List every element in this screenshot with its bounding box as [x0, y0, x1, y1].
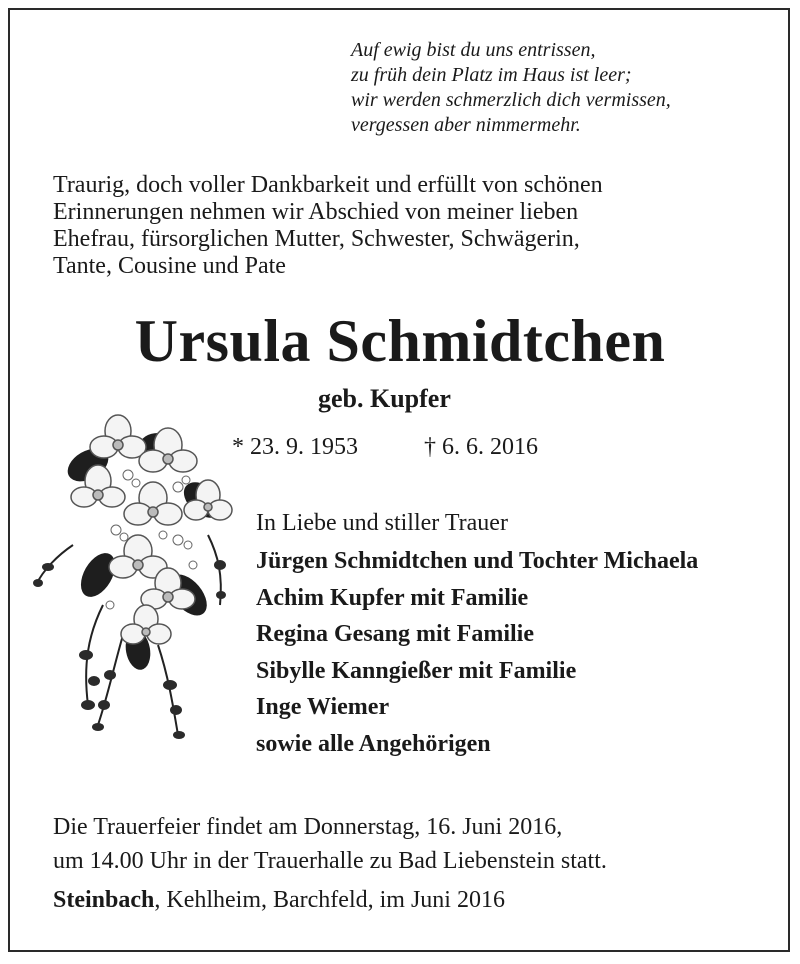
mourners-intro: In Liebe und stiller Trauer — [256, 510, 508, 536]
mourner-name: sowie alle Angehörigen — [256, 730, 491, 757]
death-date: † 6. 6. 2016 — [424, 434, 538, 460]
place-rest: , Kehlheim, Barchfeld, im Juni 2016 — [154, 887, 505, 913]
mourner-name: Achim Kupfer mit Familie — [256, 584, 529, 611]
poem-line: zu früh dein Platz im Haus ist leer; — [351, 64, 632, 86]
mourner-name: Jürgen Schmidtchen und Tochter Michaela — [256, 548, 699, 574]
poem-line: vergessen aber nimmermehr. — [351, 114, 581, 136]
intro-line: Erinnerungen nehmen wir Abschied von meiner lieben — [53, 199, 579, 225]
ceremony-info — [53, 810, 607, 878]
poem — [351, 38, 671, 138]
mourners-list — [256, 543, 698, 762]
place-date-line — [53, 883, 505, 917]
mourner-name: Sibylle Kanngießer mit Familie — [256, 657, 577, 684]
poem-line: Auf ewig bist du uns entrissen, — [351, 39, 596, 61]
mourner-name: Regina Gesang mit Familie — [256, 621, 534, 647]
intro-line: Ehefrau, fürsorglichen Mutter, Schwester, Schwägerin, — [53, 226, 580, 252]
orchid-bouquet-icon — [28, 405, 238, 750]
birth-name: geb. Kupfer — [318, 384, 451, 413]
poem-line: wir werden schmerzlich dich vermissen, — [351, 89, 671, 111]
mourner-name: Inge Wiemer — [256, 694, 390, 720]
deceased-name: Ursula Schmidtchen — [134, 308, 666, 374]
intro-text — [53, 172, 603, 280]
birth-date: * 23. 9. 1953 — [232, 434, 358, 460]
ceremony-line: um 14.00 Uhr in der Trauerhalle zu Bad Liebenstein statt. — [53, 848, 607, 874]
intro-line: Traurig, doch voller Dankbarkeit und erfüllt von schönen — [53, 172, 603, 198]
ceremony-line: Die Trauerfeier findet am Donnerstag, 16. Juni 2016, — [53, 814, 563, 840]
intro-line: Tante, Cousine und Pate — [53, 253, 286, 279]
place-town: Steinbach — [53, 887, 155, 913]
